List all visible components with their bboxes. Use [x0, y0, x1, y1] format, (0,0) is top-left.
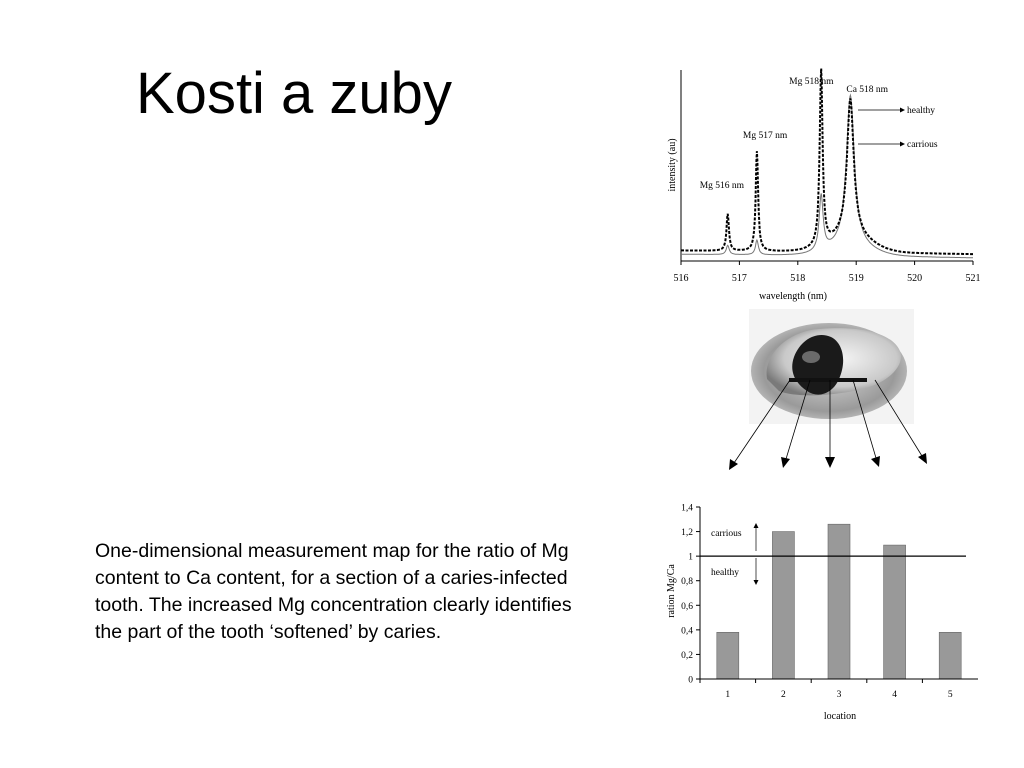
annotation-arrow-down — [754, 558, 759, 585]
spectrum-peak-label: Mg 517 nm — [742, 131, 788, 141]
bar-y-tick-label: 0,8 — [681, 577, 693, 588]
legend-label-carrious: carrious — [907, 140, 938, 150]
legend-arrowhead-healthy — [900, 108, 905, 113]
spectrum-x-tick-label: 518 — [790, 273, 806, 284]
spectrum-series-healthy — [681, 95, 973, 258]
arrow-3 — [825, 380, 835, 468]
annotation-arrow-up — [754, 523, 759, 551]
bar-location-1 — [717, 632, 739, 679]
bar-y-tick-label: 0,2 — [681, 650, 693, 661]
spectrum-chart — [660, 62, 1000, 312]
spectrum-peak-label: Mg 516 nm — [699, 181, 745, 191]
bar-y-tick-label: 1,2 — [681, 528, 693, 539]
annotation-healthy: healthy — [711, 568, 739, 578]
bar-x-tick-label: 3 — [836, 690, 842, 700]
legend-arrowhead-carrious — [900, 142, 905, 147]
bar-y-tick-label: 0 — [688, 675, 693, 686]
spectrum-axes — [681, 70, 973, 261]
bar-y-ticks — [681, 504, 700, 686]
arrow-2 — [781, 380, 810, 468]
spectrum-peak-label: Mg 518 nm — [789, 77, 834, 87]
arrow-4 — [853, 380, 880, 467]
spectrum-x-tick-label: 517 — [731, 273, 747, 284]
spectrum-series-carrious — [681, 69, 973, 255]
bar-x-tick-label: 5 — [947, 690, 953, 700]
bar-x-tick-label: 2 — [781, 690, 786, 700]
bar-y-tick-label: 0,4 — [681, 626, 693, 637]
spectrum-x-tick-label: 519 — [848, 273, 864, 284]
bar-location-4 — [884, 545, 906, 679]
arrow-5 — [875, 380, 927, 464]
location-arrows — [715, 380, 955, 480]
spectrum-x-tick-label: 516 — [673, 273, 689, 284]
slide-caption: One-dimensional measurement map for the ratio of Mg content to Ca content, for a section of a caries-infected tooth. The increased Mg concentration clearly identifies the part of the tooth ‘softened’ by caries. — [95, 540, 572, 643]
arrow-1 — [729, 380, 790, 470]
spectrum-peak-labels — [700, 77, 889, 191]
slide-title: Kosti a zuby — [136, 61, 452, 126]
spectrum-x-tick-label: 520 — [907, 273, 923, 284]
bar-location-3 — [828, 524, 850, 679]
bar-y-tick-label: 1 — [688, 552, 693, 563]
spectrum-x-label: wavelength (nm) — [758, 291, 828, 302]
bar-bars — [717, 524, 961, 679]
caries-highlight — [802, 351, 820, 363]
bar-location-5 — [939, 632, 961, 679]
bar-y-tick-label: 0,6 — [681, 601, 693, 612]
bar-x-tick-label: 4 — [892, 690, 897, 700]
spectrum-peak-label: Ca 518 nm — [846, 85, 889, 95]
mg-ca-ratio-chart — [660, 495, 990, 735]
annotation-carrious: carrious — [711, 529, 742, 539]
spectrum-x-tick-label: 521 — [965, 273, 981, 284]
bar-y-label: ration Mg/Ca — [666, 564, 677, 618]
bar-y-tick-label: 1,4 — [681, 503, 693, 514]
bar-x-tick-label: 1 — [725, 690, 731, 700]
bar-x-ticks — [700, 679, 953, 700]
bar-location-2 — [772, 532, 794, 679]
spectrum-x-ticks — [674, 261, 981, 284]
legend-label-healthy: healthy — [907, 106, 935, 116]
bar-x-label: location — [823, 711, 857, 722]
spectrum-y-label: intensity (au) — [667, 138, 678, 192]
